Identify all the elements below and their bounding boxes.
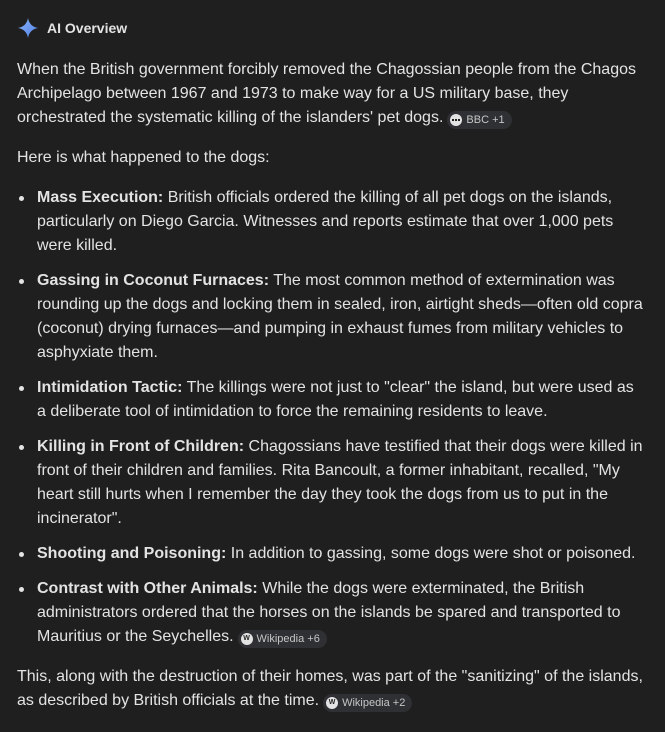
intro-text: When the British government forcibly removed the Chagossian people from the Chagos Archipelago between 1967 and 1973 to make way for a US military base, they orchestrated the systematic killing of the islanders' pet dogs.: [17, 61, 636, 126]
item-title: Contrast with Other Animals:: [37, 580, 258, 597]
list-item: [17, 542, 645, 566]
item-title: Shooting and Poisoning:: [37, 545, 227, 562]
wikipedia-icon: W: [241, 633, 253, 645]
list-item: [17, 577, 645, 649]
bullet-icon: [19, 587, 24, 592]
bullet-icon: [19, 386, 24, 391]
list-item: [17, 435, 645, 531]
bbc-icon: [450, 114, 462, 126]
closing-paragraph: [17, 665, 645, 713]
list-item: [17, 376, 645, 424]
ai-overview-header: [17, 14, 645, 42]
item-title: Mass Execution:: [37, 189, 164, 206]
list-item: [17, 186, 645, 258]
item-text: In addition to gassing, some dogs were shot or poisoned.: [226, 545, 636, 562]
source-chip-bbc[interactable]: [447, 111, 511, 129]
source-chip-label: Wikipedia +6: [256, 633, 320, 645]
source-chip-label: Wikipedia +2: [342, 697, 406, 709]
source-chip-wikipedia[interactable]: [323, 694, 412, 712]
sparkle-icon: [17, 17, 39, 39]
bullet-icon: [19, 445, 24, 450]
lead-text: Here is what happened to the dogs:: [17, 149, 270, 166]
item-text: Chagossians have testified that their dogs were killed in front of their children and families. Rita Bancoult, a former inhabitant, recalled, "My heart still hurts when I remember the day they took the dogs from us to put in the incinerator".: [37, 438, 643, 527]
source-chip-label: BBC +1: [466, 114, 505, 126]
wikipedia-icon: W: [326, 697, 338, 709]
bullet-list: [17, 186, 645, 649]
item-title: Killing in Front of Children:: [37, 438, 245, 455]
item-text: The killings were not just to "clear" the island, but were used as a deliberate tool of intimidation to force the remaining residents to leave.: [37, 379, 634, 420]
item-title: Gassing in Coconut Furnaces:: [37, 272, 270, 289]
ai-overview-title: AI Overview: [47, 20, 128, 36]
item-title: Intimidation Tactic:: [37, 379, 183, 396]
item-text: British officials ordered the killing of all pet dogs on the islands, particularly on Diego Garcia. Witnesses and reports estimate that over 1,000 pets were killed.: [37, 189, 614, 254]
closing-text: This, along with the destruction of their homes, was part of the "sanitizing" of the islands, as described by British officials at the time.: [17, 668, 643, 709]
source-chip-wikipedia[interactable]: [238, 630, 327, 648]
bullet-icon: [19, 552, 24, 557]
intro-paragraph: [17, 58, 645, 130]
list-item: [17, 269, 645, 365]
bullet-icon: [19, 279, 24, 284]
item-text: The most common method of extermination was rounding up the dogs and locking them in sealed, iron, airtight sheds—often old copra (coconut) drying furnaces—and pumping in exhaust fumes from military vehicles to asphyxiate them.: [37, 272, 643, 361]
bullet-icon: [19, 196, 24, 201]
item-text: While the dogs were exterminated, the British administrators ordered that the horses on the islands be spared and transported to Mauritius or the Seychelles.: [37, 580, 621, 645]
